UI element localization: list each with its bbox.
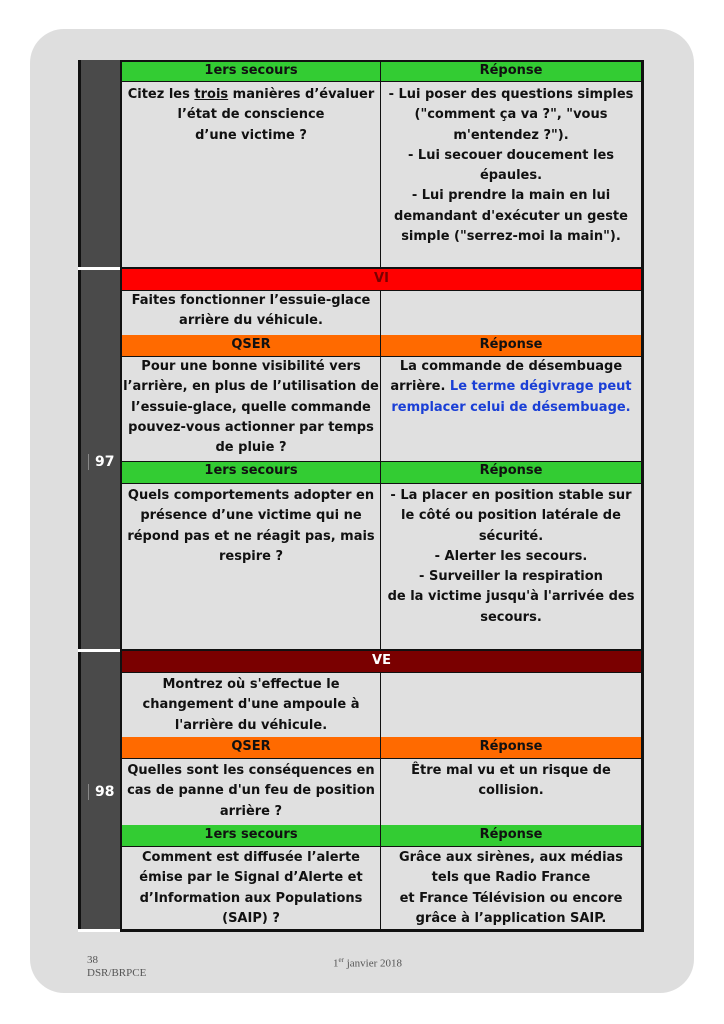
table-bottom-border [122,929,641,932]
answer-cell: Grâce aux sirènes, aux médias tels que Radio France et France Télévision ou encore grâce à l’application SAIP. [398,850,624,926]
question-number-98: 98 [88,784,114,800]
note-text: remplacer celui de désembuage. [391,399,631,415]
answer-cell: - Lui poser des questions simples ("comment ça va ?", "vous m'entendez ?"). - Lui secouer doucement les épaules. - Lui prendre la main en lui demandant d'exécuter un geste simple ("serrez-moi la main"). [388,87,634,245]
header-right: Réponse [479,463,543,478]
header-row-first-aid [122,461,641,484]
footer-left [87,954,146,980]
header-right: Réponse [479,337,543,352]
category-band-vi: VI [122,267,641,291]
category-band-ve: VE [122,649,641,673]
answer-cell: La commande de désembuage arrière. Le terme dégivrage peut remplacer celui de désembuage. [381,357,641,461]
header-right: Réponse [479,739,543,754]
question-cell: Comment est diffusée l’alerte émise par le Signal d’Alerte et d’Information aux Populations (SAIP) ? [122,847,381,929]
task-answer-cell [381,673,641,737]
emphasis-underline: trois [194,87,229,102]
task-row [122,673,641,737]
qa-row [122,484,641,649]
question-cell: Citez les trois manières d’évaluer l’état de conscience d’une victime ? [122,82,381,267]
organization: DSR/BRPCE [87,967,147,979]
section-sidebar [78,60,123,268]
header-left: 1ers secours [122,62,381,81]
question-cell: Quelles sont les conséquences en cas de panne d'un feu de position arrière ? [122,759,381,825]
task-cell: Faites fonctionner l’essuie-glace arrière du véhicule. [122,291,381,335]
task-answer-cell [381,291,641,335]
header-left: QSER [122,335,381,356]
header-row-qser [122,737,641,759]
header-right: Réponse [479,63,543,78]
header-row-first-aid [122,825,641,847]
answer-cell: - La placer en position stable sur le côté ou position latérale de sécurité. - Alerter les secours. - Surveiller la respiration de la victime jusqu'à l'arrivée des secours. [387,488,635,625]
header-right: Réponse [479,827,543,842]
header-left: QSER [122,737,381,758]
exam-table [78,60,641,932]
note-text: Le terme dégivrage peut [449,379,632,395]
qa-row [122,847,641,929]
header-row-first-aid [122,62,641,82]
qa-row [122,357,641,461]
task-row [122,291,641,335]
qa-row [122,759,641,825]
question-cell: Pour une bonne visibilité vers l’arrière, en plus de l’utilisation de l’essuie-glace, quelle commande pouvez-vous actionner par temps de pluie ? [122,357,381,461]
answer-cell: Être mal vu et un risque de collision. [411,763,611,799]
question-number-97: 97 [88,454,114,470]
table-grid [120,60,644,932]
header-row-qser [122,335,641,357]
page-number: 38 [87,954,98,966]
footer-date: 1er janvier 2018 [333,956,402,970]
qa-row [122,82,641,267]
task-cell: Montrez où s'effectue le changement d'une ampoule à l'arrière du véhicule. [122,673,381,737]
header-left: 1ers secours [122,825,381,846]
header-left: 1ers secours [122,462,381,483]
section-separator [78,929,120,932]
question-cell: Quels comportements adopter en présence d’une victime qui ne répond pas et ne réagit pas, mais respire ? [122,484,381,649]
